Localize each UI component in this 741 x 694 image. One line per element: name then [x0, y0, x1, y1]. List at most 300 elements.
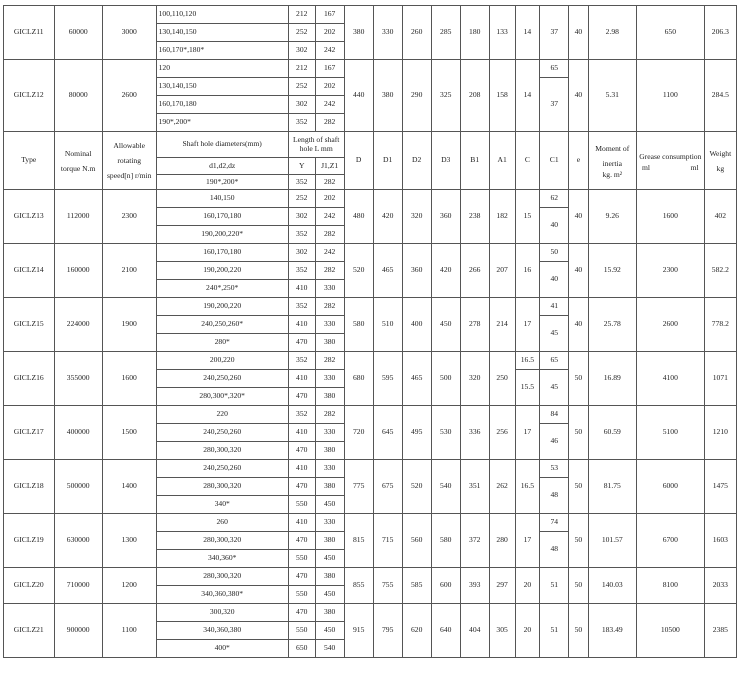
cell-c: 20 — [515, 568, 540, 604]
cell-speed: 2600 — [102, 60, 156, 132]
cell-length-y: 252 — [288, 24, 315, 42]
cell-weight: 582.2 — [704, 244, 736, 298]
header-grease-units: ml ml — [641, 162, 699, 172]
header-a1: A1 — [489, 132, 515, 190]
cell-inertia: 5.31 — [588, 60, 636, 132]
header-d2: D2 — [402, 132, 431, 190]
cell-shaft-hole: 200,220 — [156, 352, 288, 370]
cell-c: 16 — [515, 244, 540, 298]
cell-e: 40 — [569, 6, 588, 60]
header-weight: Weight kg — [704, 132, 736, 190]
cell-torque: 500000 — [54, 460, 102, 514]
cell-length-y: 212 — [288, 60, 315, 78]
cell-a1: 256 — [489, 406, 515, 460]
cell-grease: 1600 — [636, 190, 704, 244]
cell-length-y: 470 — [288, 604, 315, 622]
cell-d2: 360 — [402, 244, 431, 298]
cell-speed: 3000 — [102, 6, 156, 60]
cell-length-y: 470 — [288, 442, 315, 460]
cell-type: GICLZ14 — [4, 244, 55, 298]
cell-length-y: 410 — [288, 370, 315, 388]
cell-length-y: 352 — [288, 406, 315, 424]
cell-grease: 2300 — [636, 244, 704, 298]
cell-c1: 51 — [540, 568, 569, 604]
cell-type: GICLZ16 — [4, 352, 55, 406]
cell-torque: 160000 — [54, 244, 102, 298]
cell-shaft-hole: 190*,200* — [156, 114, 288, 132]
cell-c1: 37 — [540, 6, 569, 60]
cell-inertia: 25.78 — [588, 298, 636, 352]
header-shaft-hole-sub: d1,d2,dz — [156, 158, 288, 175]
cell-shaft-hole: 280,300,320 — [156, 442, 288, 460]
cell-shaft-hole: 120 — [156, 60, 288, 78]
cell-b1: 393 — [460, 568, 489, 604]
cell-grease: 6000 — [636, 460, 704, 514]
cell-inertia: 140.03 — [588, 568, 636, 604]
cell-b1: 320 — [460, 352, 489, 406]
cell-d1: 795 — [373, 604, 402, 658]
cell-d2: 320 — [402, 190, 431, 244]
header-extra-hole: 190*,200* — [156, 175, 288, 190]
cell-weight: 1071 — [704, 352, 736, 406]
cell-c1: 41 — [540, 298, 569, 316]
cell-b1: 351 — [460, 460, 489, 514]
cell-length-j1: 380 — [315, 568, 344, 586]
cell-d: 480 — [344, 190, 373, 244]
cell-speed: 2300 — [102, 190, 156, 244]
cell-c1: 50 — [540, 244, 569, 262]
table-row — [4, 190, 737, 208]
cell-inertia: 9.26 — [588, 190, 636, 244]
cell-torque: 355000 — [54, 352, 102, 406]
cell-shaft-hole: 160,170,180 — [156, 208, 288, 226]
cell-a1: 250 — [489, 352, 515, 406]
cell-length-j1: 380 — [315, 532, 344, 550]
cell-d1: 380 — [373, 60, 402, 132]
header-inertia: Moment of inertia kg. m² — [588, 132, 636, 190]
cell-type: GICLZ19 — [4, 514, 55, 568]
header-c: C — [515, 132, 540, 190]
cell-weight: 1475 — [704, 460, 736, 514]
cell-d: 775 — [344, 460, 373, 514]
cell-e: 50 — [569, 406, 588, 460]
cell-length-j1: 380 — [315, 442, 344, 460]
cell-d3: 285 — [431, 6, 460, 60]
cell-inertia: 2.98 — [588, 6, 636, 60]
cell-c1: 74 — [540, 514, 569, 532]
cell-shaft-hole: 190,200,220 — [156, 298, 288, 316]
cell-length-j1: 202 — [315, 24, 344, 42]
cell-length-y: 352 — [288, 226, 315, 244]
cell-length-j1: 202 — [315, 78, 344, 96]
cell-d3: 360 — [431, 190, 460, 244]
cell-c1: 53 — [540, 460, 569, 478]
cell-length-y: 410 — [288, 460, 315, 478]
cell-length-y: 470 — [288, 388, 315, 406]
cell-length-j1: 167 — [315, 6, 344, 24]
cell-inertia: 81.75 — [588, 460, 636, 514]
table-row — [4, 352, 737, 370]
cell-shaft-hole: 240,250,260 — [156, 460, 288, 478]
cell-e: 40 — [569, 190, 588, 244]
cell-b1: 238 — [460, 190, 489, 244]
cell-d1: 675 — [373, 460, 402, 514]
cell-d2: 260 — [402, 6, 431, 60]
cell-length-j1: 282 — [315, 352, 344, 370]
cell-d: 380 — [344, 6, 373, 60]
cell-type: GICLZ15 — [4, 298, 55, 352]
cell-b1: 404 — [460, 604, 489, 658]
cell-type: GICLZ18 — [4, 460, 55, 514]
header-shaft-hole: Shaft hole diameters(mm) — [156, 132, 288, 158]
table-header — [4, 132, 737, 190]
cell-length-y: 550 — [288, 550, 315, 568]
cell-length-j1: 380 — [315, 478, 344, 496]
cell-a1: 182 — [489, 190, 515, 244]
header-grease: Grease consumption ml ml — [636, 132, 704, 190]
cell-d2: 560 — [402, 514, 431, 568]
cell-c1: 62 — [540, 190, 569, 208]
cell-d2: 495 — [402, 406, 431, 460]
cell-d2: 290 — [402, 60, 431, 132]
cell-speed: 1400 — [102, 460, 156, 514]
cell-grease: 4100 — [636, 352, 704, 406]
cell-length-j1: 330 — [315, 370, 344, 388]
header-c1: C1 — [540, 132, 569, 190]
cell-b1: 266 — [460, 244, 489, 298]
cell-a1: 297 — [489, 568, 515, 604]
cell-type: GICLZ20 — [4, 568, 55, 604]
cell-length-y: 650 — [288, 640, 315, 658]
cell-length-y: 410 — [288, 424, 315, 442]
cell-length-j1: 282 — [315, 226, 344, 244]
table-body-bottom — [4, 190, 737, 658]
cell-type: GICLZ17 — [4, 406, 55, 460]
cell-inertia: 183.49 — [588, 604, 636, 658]
cell-c1: 37 — [540, 78, 569, 132]
table-row — [4, 60, 737, 78]
header-d3: D3 — [431, 132, 460, 190]
cell-type: GICLZ11 — [4, 6, 55, 60]
cell-weight: 778.2 — [704, 298, 736, 352]
cell-torque: 630000 — [54, 514, 102, 568]
cell-d: 580 — [344, 298, 373, 352]
cell-length-j1: 242 — [315, 42, 344, 60]
cell-grease: 2600 — [636, 298, 704, 352]
cell-shaft-hole: 340* — [156, 496, 288, 514]
cell-d1: 715 — [373, 514, 402, 568]
cell-d2: 520 — [402, 460, 431, 514]
cell-length-y: 470 — [288, 568, 315, 586]
cell-weight: 2385 — [704, 604, 736, 658]
cell-d: 855 — [344, 568, 373, 604]
cell-inertia: 101.57 — [588, 514, 636, 568]
cell-length-j1: 330 — [315, 316, 344, 334]
table-row — [4, 298, 737, 316]
cell-grease: 8100 — [636, 568, 704, 604]
cell-weight: 402 — [704, 190, 736, 244]
cell-shaft-hole: 190,200,220* — [156, 226, 288, 244]
cell-length-y: 302 — [288, 208, 315, 226]
cell-length-j1: 330 — [315, 460, 344, 478]
cell-d1: 330 — [373, 6, 402, 60]
table-row — [4, 604, 737, 622]
cell-torque: 224000 — [54, 298, 102, 352]
cell-speed: 2100 — [102, 244, 156, 298]
table-row — [4, 568, 737, 586]
cell-weight: 284.5 — [704, 60, 736, 132]
cell-inertia: 60.59 — [588, 406, 636, 460]
cell-c1: 45 — [540, 316, 569, 352]
cell-c1: 51 — [540, 604, 569, 658]
cell-c1: 46 — [540, 424, 569, 460]
cell-type: GICLZ21 — [4, 604, 55, 658]
cell-d: 680 — [344, 352, 373, 406]
cell-d: 915 — [344, 604, 373, 658]
cell-torque: 80000 — [54, 60, 102, 132]
cell-shaft-hole: 300,320 — [156, 604, 288, 622]
cell-shaft-hole: 160,170,180 — [156, 244, 288, 262]
cell-c: 17 — [515, 298, 540, 352]
cell-grease: 1100 — [636, 60, 704, 132]
cell-length-j1: 167 — [315, 60, 344, 78]
cell-inertia: 16.89 — [588, 352, 636, 406]
cell-c: 16.5 — [515, 460, 540, 514]
cell-weight: 2033 — [704, 568, 736, 604]
cell-d3: 640 — [431, 604, 460, 658]
cell-shaft-hole: 280,300*,320* — [156, 388, 288, 406]
cell-d2: 465 — [402, 352, 431, 406]
cell-d: 520 — [344, 244, 373, 298]
cell-length-y: 410 — [288, 316, 315, 334]
table-row — [4, 406, 737, 424]
cell-c: 15.5 — [515, 370, 540, 406]
cell-type: GICLZ12 — [4, 60, 55, 132]
cell-c1: 40 — [540, 208, 569, 244]
cell-shaft-hole: 190,200,220 — [156, 262, 288, 280]
cell-d1: 420 — [373, 190, 402, 244]
cell-c: 20 — [515, 604, 540, 658]
cell-a1: 158 — [489, 60, 515, 132]
header-type: Type — [4, 132, 55, 190]
cell-shaft-hole: 240,250,260 — [156, 370, 288, 388]
cell-length-j1: 450 — [315, 496, 344, 514]
cell-grease: 10500 — [636, 604, 704, 658]
cell-shaft-hole: 280,300,320 — [156, 532, 288, 550]
cell-d1: 510 — [373, 298, 402, 352]
cell-grease: 5100 — [636, 406, 704, 460]
cell-length-j1: 330 — [315, 424, 344, 442]
cell-d: 815 — [344, 514, 373, 568]
cell-c: 14 — [515, 60, 540, 132]
cell-d1: 595 — [373, 352, 402, 406]
cell-b1: 208 — [460, 60, 489, 132]
cell-torque: 60000 — [54, 6, 102, 60]
cell-length-y: 410 — [288, 514, 315, 532]
cell-a1: 214 — [489, 298, 515, 352]
cell-speed: 1600 — [102, 352, 156, 406]
cell-length-j1: 242 — [315, 208, 344, 226]
cell-e: 40 — [569, 244, 588, 298]
cell-a1: 207 — [489, 244, 515, 298]
cell-shaft-hole: 240,250,260 — [156, 424, 288, 442]
cell-length-y: 252 — [288, 78, 315, 96]
cell-shaft-hole: 160,170*,180* — [156, 42, 288, 60]
cell-shaft-hole: 130,140,150 — [156, 24, 288, 42]
cell-c1: 48 — [540, 478, 569, 514]
cell-shaft-hole: 240*,250* — [156, 280, 288, 298]
header-allowable-speed: Allowable rotating speed[n] r/min — [102, 132, 156, 190]
cell-length-y: 550 — [288, 586, 315, 604]
cell-shaft-hole: 240,250,260* — [156, 316, 288, 334]
cell-c1: 65 — [540, 352, 569, 370]
cell-d3: 600 — [431, 568, 460, 604]
cell-shaft-hole: 340,360,380* — [156, 586, 288, 604]
cell-e: 50 — [569, 568, 588, 604]
cell-c: 17 — [515, 514, 540, 568]
header-length-y: Y — [288, 158, 315, 175]
cell-length-y: 352 — [288, 352, 315, 370]
cell-e: 50 — [569, 460, 588, 514]
cell-shaft-hole: 140,150 — [156, 190, 288, 208]
cell-d3: 420 — [431, 244, 460, 298]
cell-shaft-hole: 340,360,380 — [156, 622, 288, 640]
cell-length-j1: 450 — [315, 550, 344, 568]
header-extra-y: 352 — [288, 175, 315, 190]
cell-d3: 500 — [431, 352, 460, 406]
cell-length-y: 470 — [288, 532, 315, 550]
cell-torque: 900000 — [54, 604, 102, 658]
cell-length-y: 252 — [288, 190, 315, 208]
cell-d1: 755 — [373, 568, 402, 604]
cell-c1: 48 — [540, 532, 569, 568]
cell-d2: 585 — [402, 568, 431, 604]
cell-length-y: 550 — [288, 622, 315, 640]
cell-shaft-hole: 280,300,320 — [156, 568, 288, 586]
cell-length-y: 352 — [288, 262, 315, 280]
cell-b1: 372 — [460, 514, 489, 568]
cell-length-j1: 242 — [315, 96, 344, 114]
cell-b1: 180 — [460, 6, 489, 60]
cell-a1: 133 — [489, 6, 515, 60]
cell-shaft-hole: 100,110,120 — [156, 6, 288, 24]
table-row — [4, 244, 737, 262]
cell-shaft-hole: 160,170,180 — [156, 96, 288, 114]
cell-d: 440 — [344, 60, 373, 132]
cell-speed: 1200 — [102, 568, 156, 604]
table-row — [4, 6, 737, 24]
cell-length-y: 302 — [288, 42, 315, 60]
cell-shaft-hole: 260 — [156, 514, 288, 532]
cell-weight: 1603 — [704, 514, 736, 568]
cell-length-j1: 330 — [315, 514, 344, 532]
cell-speed: 1500 — [102, 406, 156, 460]
cell-c: 16.5 — [515, 352, 540, 370]
cell-length-j1: 380 — [315, 388, 344, 406]
cell-d3: 580 — [431, 514, 460, 568]
cell-length-y: 470 — [288, 478, 315, 496]
header-nominal-torque: Nominal torque N.m — [54, 132, 102, 190]
cell-c: 14 — [515, 6, 540, 60]
header-inertia-unit: kg. m² — [602, 170, 623, 180]
cell-a1: 280 — [489, 514, 515, 568]
cell-length-j1: 330 — [315, 280, 344, 298]
cell-d2: 400 — [402, 298, 431, 352]
cell-e: 50 — [569, 514, 588, 568]
cell-length-y: 212 — [288, 6, 315, 24]
specification-table — [3, 5, 737, 658]
cell-c1: 84 — [540, 406, 569, 424]
cell-grease: 6700 — [636, 514, 704, 568]
cell-length-j1: 450 — [315, 586, 344, 604]
cell-speed: 1300 — [102, 514, 156, 568]
cell-d: 720 — [344, 406, 373, 460]
cell-e: 50 — [569, 352, 588, 406]
cell-shaft-hole: 280,300,320 — [156, 478, 288, 496]
cell-torque: 710000 — [54, 568, 102, 604]
cell-c1: 40 — [540, 262, 569, 298]
cell-shaft-hole: 340,360* — [156, 550, 288, 568]
cell-length-y: 550 — [288, 496, 315, 514]
table-row — [4, 514, 737, 532]
header-length: Length of shaft hole L mm — [288, 132, 344, 158]
cell-e: 40 — [569, 298, 588, 352]
cell-length-j1: 282 — [315, 114, 344, 132]
cell-torque: 400000 — [54, 406, 102, 460]
cell-c1: 45 — [540, 370, 569, 406]
cell-length-y: 410 — [288, 280, 315, 298]
cell-type: GICLZ13 — [4, 190, 55, 244]
cell-weight: 1210 — [704, 406, 736, 460]
header-d: D — [344, 132, 373, 190]
cell-inertia: 15.92 — [588, 244, 636, 298]
table-row — [4, 460, 737, 478]
cell-length-j1: 540 — [315, 640, 344, 658]
cell-a1: 262 — [489, 460, 515, 514]
cell-length-j1: 282 — [315, 406, 344, 424]
header-length-j1: J1,Z1 — [315, 158, 344, 175]
cell-shaft-hole: 280* — [156, 334, 288, 352]
table-body-top — [4, 6, 737, 132]
header-d1: D1 — [373, 132, 402, 190]
cell-d3: 325 — [431, 60, 460, 132]
cell-weight: 206.3 — [704, 6, 736, 60]
cell-e: 40 — [569, 60, 588, 132]
header-e: e — [569, 132, 588, 190]
cell-length-y: 302 — [288, 244, 315, 262]
cell-length-y: 352 — [288, 114, 315, 132]
cell-d1: 645 — [373, 406, 402, 460]
cell-length-j1: 202 — [315, 190, 344, 208]
cell-c: 17 — [515, 406, 540, 460]
cell-b1: 336 — [460, 406, 489, 460]
cell-shaft-hole: 220 — [156, 406, 288, 424]
cell-length-j1: 380 — [315, 604, 344, 622]
cell-d3: 530 — [431, 406, 460, 460]
cell-torque: 112000 — [54, 190, 102, 244]
cell-length-j1: 450 — [315, 622, 344, 640]
cell-c1: 65 — [540, 60, 569, 78]
cell-length-y: 352 — [288, 298, 315, 316]
cell-length-y: 470 — [288, 334, 315, 352]
cell-c: 15 — [515, 190, 540, 244]
cell-d3: 450 — [431, 298, 460, 352]
cell-speed: 1900 — [102, 298, 156, 352]
header-b1: B1 — [460, 132, 489, 190]
cell-d1: 465 — [373, 244, 402, 298]
cell-speed: 1100 — [102, 604, 156, 658]
cell-grease: 650 — [636, 6, 704, 60]
